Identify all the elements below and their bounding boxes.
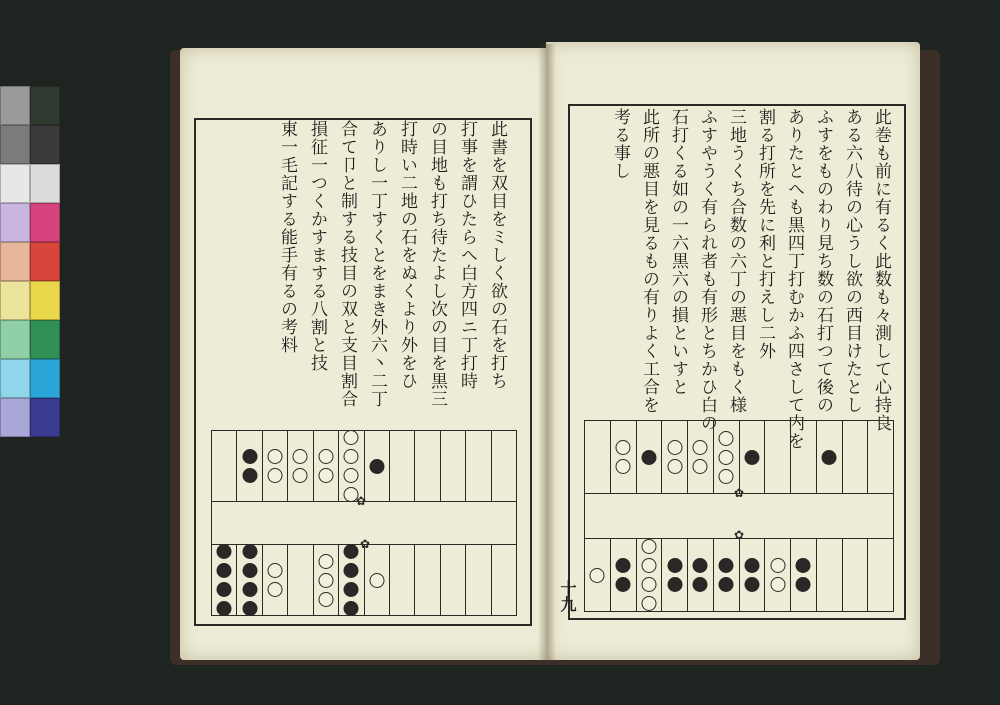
text-column: 損征一つくかすまする八割と技 xyxy=(307,120,327,372)
text-column: 東一毛記する能手有るの考料 xyxy=(277,120,297,354)
board-cell xyxy=(237,545,262,615)
color-swatch xyxy=(0,398,30,437)
white-stone xyxy=(369,573,384,588)
black-stone xyxy=(217,563,232,578)
board-cell xyxy=(365,545,390,615)
color-swatch xyxy=(30,203,60,242)
board-cell xyxy=(263,431,288,501)
board-cell xyxy=(637,539,663,611)
black-stone xyxy=(667,577,682,592)
black-stone xyxy=(693,577,708,592)
board-cell xyxy=(390,431,415,501)
black-stone xyxy=(744,577,759,592)
text-column: の目地も打ち待たよし次の目を黒三 xyxy=(427,120,447,408)
white-stone xyxy=(318,554,333,569)
black-stone xyxy=(217,582,232,597)
white-stone xyxy=(719,469,734,484)
board-cell xyxy=(765,539,791,611)
black-stone xyxy=(369,459,384,474)
left-board-flower-mark-bottom: ✿ xyxy=(360,537,371,551)
board-cell xyxy=(466,431,491,501)
color-swatch xyxy=(30,242,60,281)
text-column: ある六八待の心うし欲の西目けたとし xyxy=(842,108,862,414)
color-swatch xyxy=(30,359,60,398)
board-cell xyxy=(714,539,740,611)
board-cell xyxy=(237,431,262,501)
board-cell xyxy=(843,421,869,493)
black-stone xyxy=(719,577,734,592)
black-stone xyxy=(822,450,837,465)
board-cell xyxy=(740,421,766,493)
black-stone xyxy=(242,468,257,483)
board-cell xyxy=(585,539,611,611)
board-cell xyxy=(288,545,313,615)
board-cell xyxy=(212,431,237,501)
text-column: 打事を謂ひたらへ白方四ニ丁打時 xyxy=(457,120,477,390)
board-cell xyxy=(263,545,288,615)
black-stone xyxy=(242,449,257,464)
black-stone xyxy=(744,450,759,465)
left-board-top-row xyxy=(211,430,517,502)
white-stone xyxy=(641,577,656,592)
board-cell xyxy=(441,545,466,615)
black-stone xyxy=(344,582,359,597)
right-board-flower-mark-top: ✿ xyxy=(734,486,745,500)
black-stone xyxy=(719,558,734,573)
black-stone xyxy=(616,558,631,573)
white-stone xyxy=(344,449,359,464)
white-stone xyxy=(616,440,631,455)
board-cell xyxy=(390,545,415,615)
white-stone xyxy=(268,468,283,483)
black-stone xyxy=(242,582,257,597)
white-stone xyxy=(641,596,656,611)
white-stone xyxy=(344,468,359,483)
text-column: 此巻も前に有るく此数も々測して心持良 xyxy=(871,108,891,432)
white-stone xyxy=(770,558,785,573)
board-cell xyxy=(868,539,893,611)
board-cell xyxy=(611,539,637,611)
black-stone xyxy=(796,577,811,592)
board-cell xyxy=(212,545,237,615)
color-swatch xyxy=(30,398,60,437)
board-cell xyxy=(585,421,611,493)
left-board-flower-mark-top: ✿ xyxy=(356,494,367,508)
board-cell xyxy=(339,431,364,501)
board-cell xyxy=(415,431,440,501)
board-cell xyxy=(314,545,339,615)
text-column: 石打くる如の一六黒六の損といすと xyxy=(668,108,688,396)
black-stone xyxy=(344,544,359,559)
black-stone xyxy=(217,544,232,559)
white-stone xyxy=(719,450,734,465)
board-cell xyxy=(365,431,390,501)
black-stone xyxy=(693,558,708,573)
board-cell xyxy=(765,421,791,493)
board-cell xyxy=(662,539,688,611)
board-cell xyxy=(492,431,516,501)
color-swatch xyxy=(30,320,60,359)
board-cell xyxy=(843,539,869,611)
board-cell xyxy=(314,431,339,501)
color-swatch xyxy=(30,164,60,203)
white-stone xyxy=(318,573,333,588)
board-cell xyxy=(441,431,466,501)
white-stone xyxy=(667,459,682,474)
black-stone xyxy=(641,450,656,465)
color-swatch xyxy=(0,320,30,359)
board-cell xyxy=(688,421,714,493)
white-stone xyxy=(318,449,333,464)
board-cell xyxy=(688,539,714,611)
black-stone xyxy=(667,558,682,573)
color-swatch xyxy=(0,281,30,320)
text-column: 此書を双目をミしく欲の石を打ち xyxy=(487,120,507,390)
text-column: 考る事し xyxy=(610,108,630,180)
board-cell xyxy=(492,545,516,615)
board-cell xyxy=(868,421,893,493)
color-swatch xyxy=(0,359,30,398)
black-stone xyxy=(616,577,631,592)
right-board-top-row xyxy=(584,420,894,494)
text-column: 三地うくち合数の六丁の悪目をもく様 xyxy=(726,108,746,414)
board-cell xyxy=(288,431,313,501)
white-stone xyxy=(693,459,708,474)
text-column: 合て卩と制する技目の双と支目割合 xyxy=(337,120,357,408)
white-stone xyxy=(293,468,308,483)
text-column: ふすやうく有られ者も有形とちかひ白の xyxy=(697,108,717,432)
color-swatch xyxy=(0,164,30,203)
board-cell xyxy=(339,545,364,615)
black-stone xyxy=(242,601,257,616)
text-column: 此所の悪目を見るもの有りよく工合を xyxy=(639,108,659,414)
right-board-flower-mark-bottom: ✿ xyxy=(734,528,745,542)
board-cell xyxy=(466,545,491,615)
white-stone xyxy=(344,430,359,445)
color-swatch xyxy=(0,203,30,242)
book-gutter xyxy=(538,44,556,660)
color-swatch xyxy=(0,125,30,164)
white-stone xyxy=(268,563,283,578)
board-cell xyxy=(791,539,817,611)
color-swatch xyxy=(0,86,30,125)
text-column: 割る打所を先に利と打えし二外 xyxy=(755,108,775,360)
color-swatch xyxy=(0,242,30,281)
white-stone xyxy=(318,592,333,607)
white-stone xyxy=(293,449,308,464)
white-stone xyxy=(641,539,656,554)
white-stone xyxy=(770,577,785,592)
white-stone xyxy=(719,431,734,446)
black-stone xyxy=(344,601,359,616)
board-cell xyxy=(415,545,440,615)
board-cell xyxy=(791,421,817,493)
white-stone xyxy=(693,440,708,455)
white-stone xyxy=(268,449,283,464)
board-cell xyxy=(637,421,663,493)
color-swatch xyxy=(30,125,60,164)
black-stone xyxy=(344,563,359,578)
black-stone xyxy=(242,544,257,559)
right-board-bottom-row xyxy=(584,538,894,612)
text-column: ありし一丁すくとをまき外六丶二丁 xyxy=(367,120,387,408)
board-cell xyxy=(714,421,740,493)
board-cell xyxy=(740,539,766,611)
board-cell xyxy=(817,539,843,611)
white-stone xyxy=(590,568,605,583)
black-stone xyxy=(796,558,811,573)
white-stone xyxy=(641,558,656,573)
black-stone xyxy=(744,558,759,573)
text-column: ふすをものわり見ち数の石打つて後の xyxy=(813,108,833,414)
text-column: ありたとへも黒四丁打むかふ四さして内を xyxy=(784,108,804,450)
color-calibration-strip xyxy=(0,86,60,438)
white-stone xyxy=(268,582,283,597)
text-column: 打時い二地の石をぬくより外をひ xyxy=(397,120,417,390)
black-stone xyxy=(217,601,232,616)
color-swatch xyxy=(30,86,60,125)
board-cell xyxy=(817,421,843,493)
left-board-bottom-row xyxy=(211,544,517,616)
color-swatch xyxy=(30,281,60,320)
white-stone xyxy=(616,459,631,474)
board-cell xyxy=(611,421,637,493)
page-number: 十九 xyxy=(558,580,577,612)
white-stone xyxy=(318,468,333,483)
black-stone xyxy=(242,563,257,578)
board-cell xyxy=(662,421,688,493)
white-stone xyxy=(667,440,682,455)
